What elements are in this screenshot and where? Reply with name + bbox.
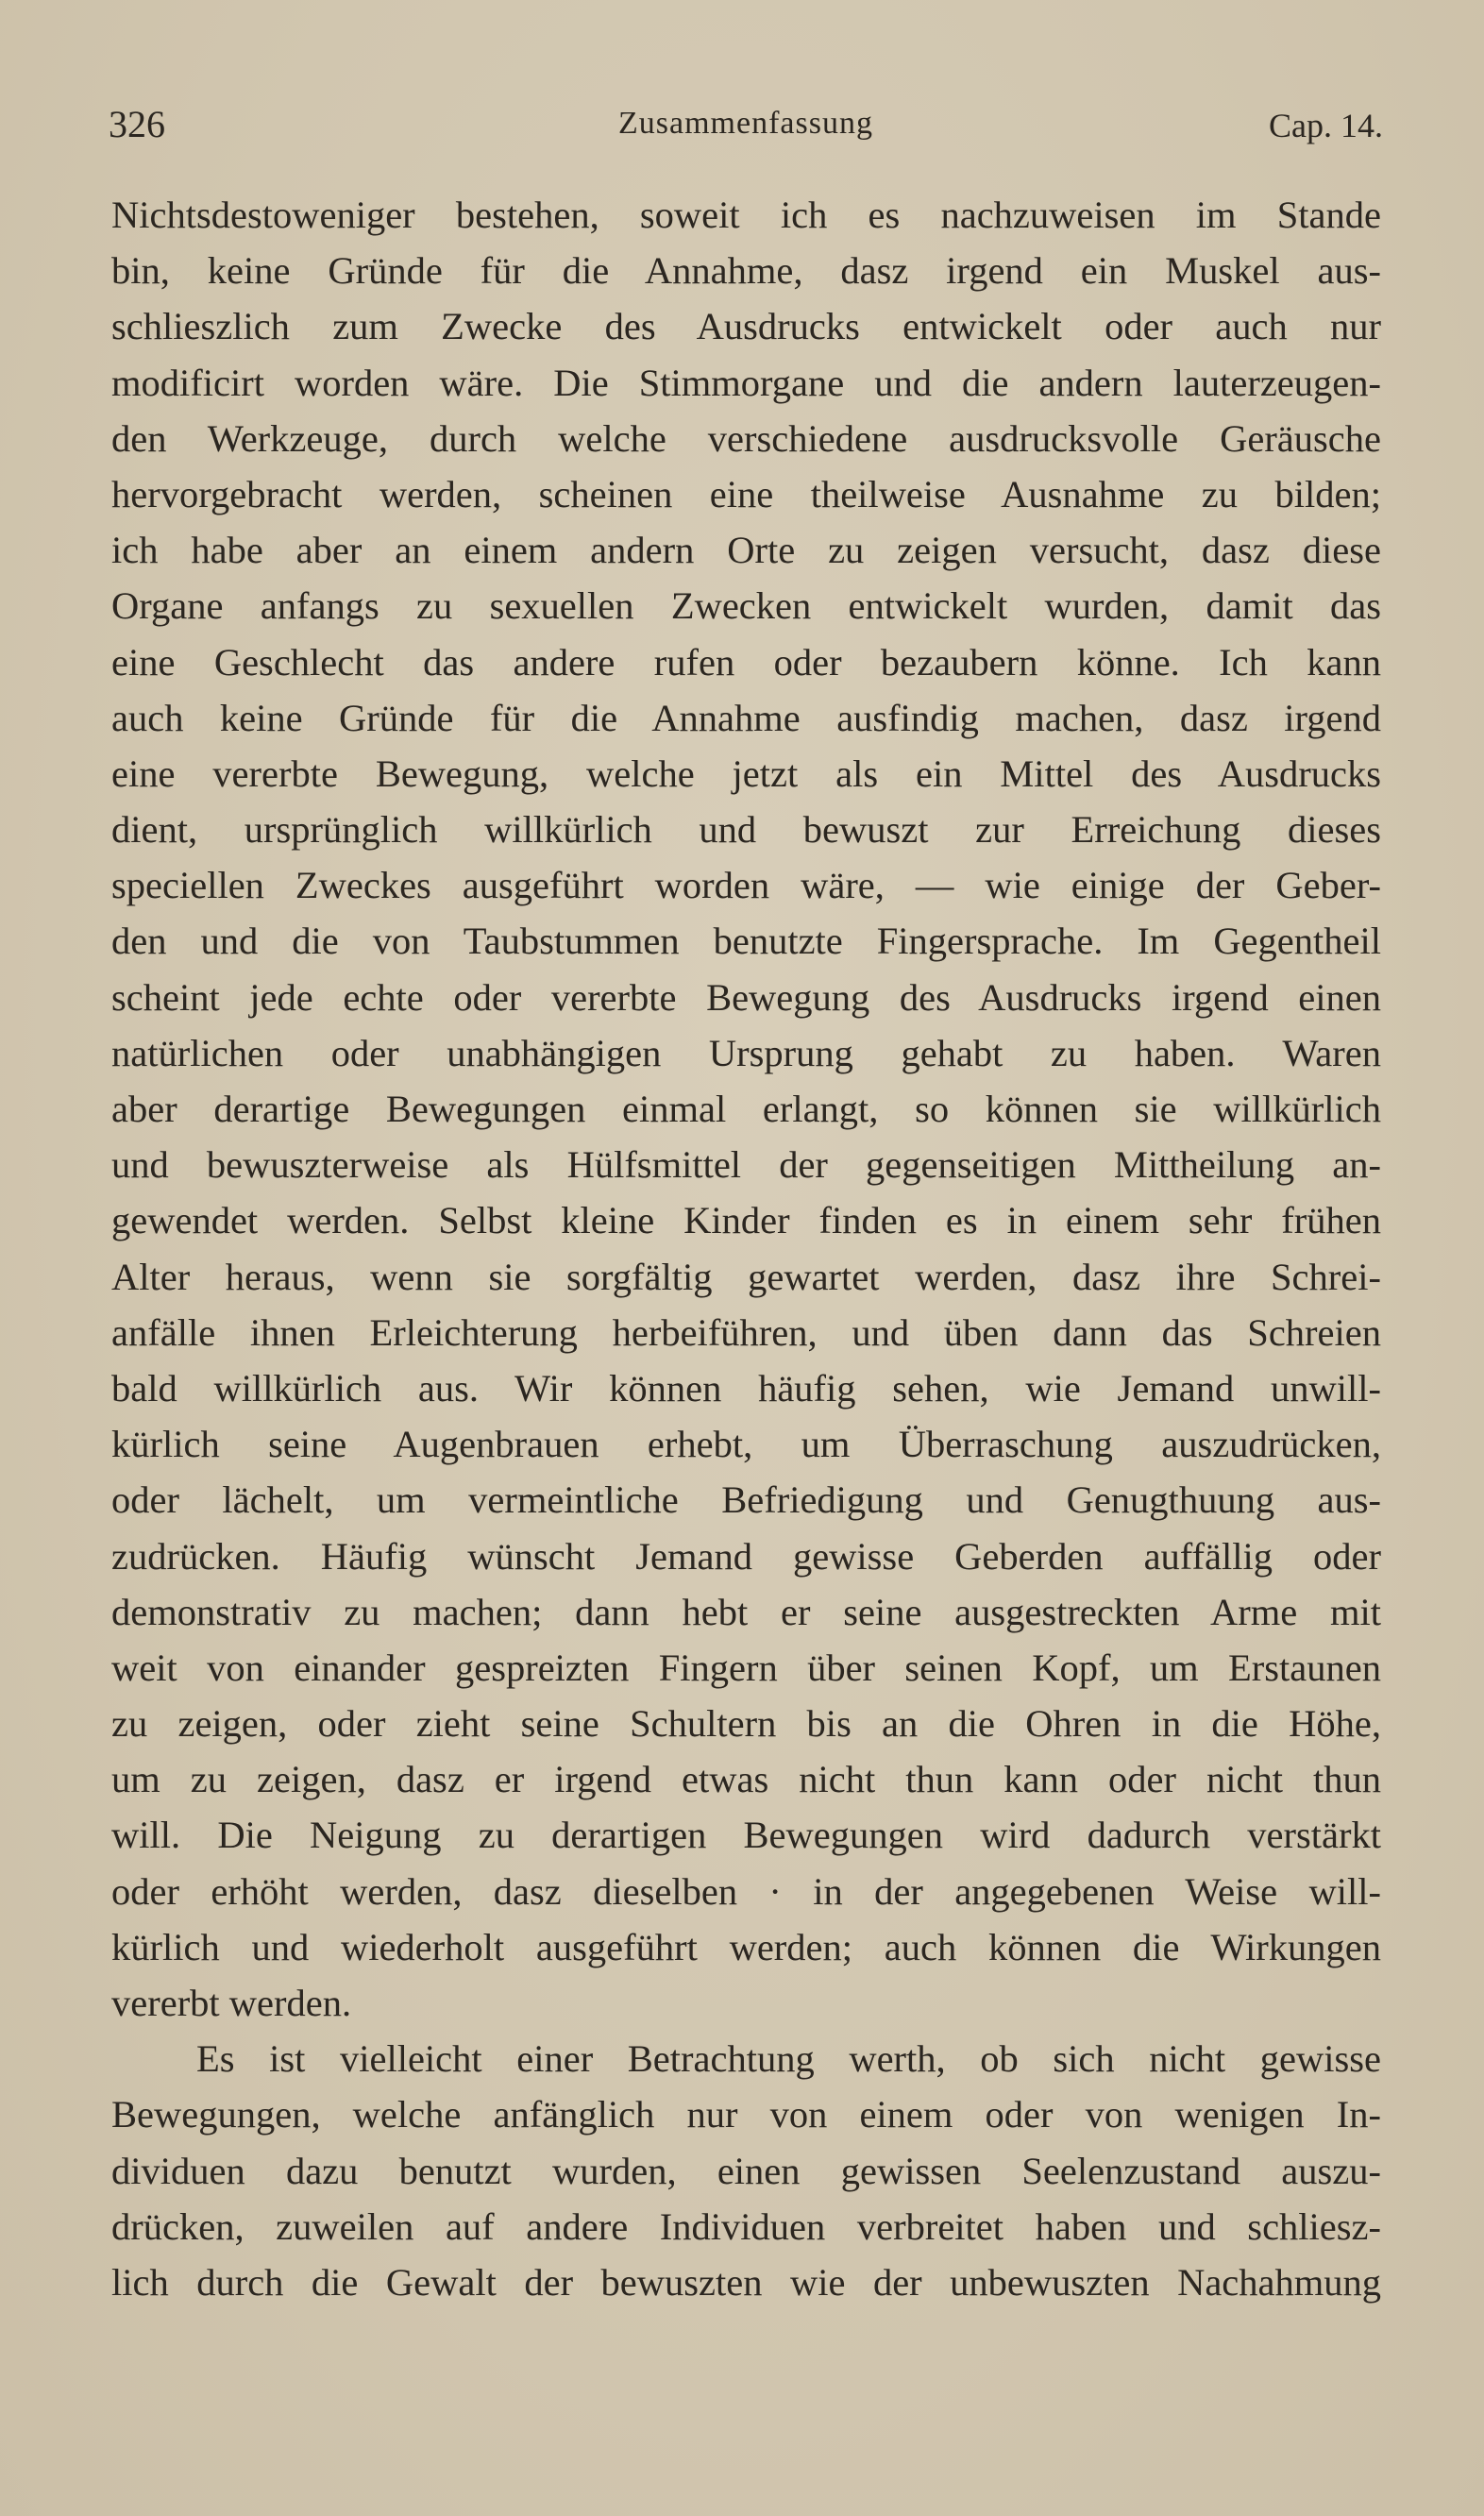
body-text xyxy=(111,187,1381,2310)
text-line: Organe anfangs zu sexuellen Zwecken entwickelt wurden, damit das xyxy=(111,584,1381,628)
text-line: den und die von Taubstummen benutzte Fingersprache. Im Gegentheil xyxy=(111,920,1381,963)
text-line: Alter heraus, wenn sie sorgfältig gewartet werden, dasz ihre Schrei- xyxy=(111,1255,1381,1298)
text-line: kürlich und wiederholt ausgeführt werden; auch können die Wirkungen xyxy=(111,1925,1381,1968)
text-line: und bewuszterweise als Hülfsmittel der gegenseitigen Mittheilung an- xyxy=(111,1143,1381,1187)
text-line: bin, keine Gründe für die Annahme, dasz irgend ein Muskel aus- xyxy=(111,249,1381,293)
text-line: demonstrativ zu machen; dann hebt er seine ausgestreckten Arme mit xyxy=(111,1590,1381,1633)
text-line: will. Die Neigung zu derartigen Bewegungen wird dadurch verstärkt xyxy=(111,1814,1381,1857)
text-line: natürlichen oder unabhängigen Ursprung gehabt zu haben. Waren xyxy=(111,1031,1381,1074)
page-number: 326 xyxy=(109,103,165,145)
text-line: bald willkürlich aus. Wir können häufig sehen, wie Jemand unwill- xyxy=(111,1366,1381,1410)
text-line: modificirt worden wäre. Die Stimmorgane und die andern lauterzeugen- xyxy=(111,361,1381,404)
text-line: dient, ursprünglich willkürlich und bewuszt zur Erreichung dieses xyxy=(111,808,1381,852)
text-line: gewendet werden. Selbst kleine Kinder finden es in einem sehr frühen xyxy=(111,1199,1381,1242)
text-line: eine vererbte Bewegung, welche jetzt als ein Mittel des Ausdrucks xyxy=(111,751,1381,795)
text-line: ich habe aber an einem andern Orte zu zeigen versucht, dasz diese xyxy=(111,529,1381,572)
paragraph xyxy=(111,2031,1381,2310)
text-line: kürlich seine Augenbrauen erhebt, um Überraschung auszudrücken, xyxy=(111,1423,1381,1466)
text-line: aber derartige Bewegungen einmal erlangt, so können sie willkürlich xyxy=(111,1088,1381,1130)
running-title: Zusammenfassung xyxy=(618,106,873,141)
text-line: weit von einander gespreizten Fingern über seinen Kopf, um Erstaunen xyxy=(111,1646,1381,1689)
paragraph xyxy=(111,187,1381,2031)
text-line: um zu zeigen, dasz er irgend etwas nicht thun kann oder nicht thun xyxy=(111,1758,1381,1801)
text-line: eine Geschlecht das andere rufen oder bezaubern könne. Ich kann xyxy=(111,640,1381,684)
text-line: oder lächelt, um vermeintliche Befriedigung und Genugthuung aus- xyxy=(111,1478,1381,1522)
text-line: zu zeigen, oder zieht seine Schultern bis an die Ohren in die Höhe, xyxy=(111,1702,1381,1746)
text-line: auch keine Gründe für die Annahme ausfindig machen, dasz irgend xyxy=(111,696,1381,739)
text-line: Bewegungen, welche anfänglich nur von einem oder von wenigen In- xyxy=(111,2093,1381,2136)
text-line: vererbt werden. xyxy=(111,1982,352,2024)
text-line: hervorgebracht werden, scheinen eine theilweise Ausnahme zu bilden; xyxy=(111,472,1381,515)
text-line: anfälle ihnen Erleichterung herbeiführen, und üben dann das Schreien xyxy=(111,1310,1381,1354)
page-header xyxy=(109,102,1383,149)
text-line: Nichtsdestoweniger bestehen, soweit ich es nachzuweisen im Stande xyxy=(111,194,1381,236)
text-line: Es ist vielleicht einer Betrachtung werth, ob sich nicht gewisse xyxy=(196,2037,1381,2081)
text-line: speciellen Zweckes ausgeführt worden wäre, — wie einige der Geber- xyxy=(111,864,1381,907)
text-line: scheint jede echte oder vererbte Bewegung des Ausdrucks irgend einen xyxy=(111,975,1381,1019)
text-line: dividuen dazu benutzt wurden, einen gewissen Seelenzustand auszu- xyxy=(111,2149,1381,2192)
text-line: zudrücken. Häufig wünscht Jemand gewisse Geberden auffällig oder xyxy=(111,1534,1381,1578)
text-line: oder erhöht werden, dasz dieselben · in der angegebenen Weise will- xyxy=(111,1869,1381,1913)
text-line: lich durch die Gewalt der bewuszten wie der unbewuszten Nachahmung xyxy=(111,2260,1381,2304)
chapter-label: Cap. 14. xyxy=(1269,107,1383,144)
text-line: schlieszlich zum Zwecke des Ausdrucks entwickelt oder auch nur xyxy=(111,305,1381,348)
text-line: drücken, zuweilen auf andere Individuen verbreitet haben und schliesz- xyxy=(111,2204,1381,2248)
text-line: den Werkzeuge, durch welche verschiedene ausdrucksvolle Geräusche xyxy=(111,416,1381,460)
